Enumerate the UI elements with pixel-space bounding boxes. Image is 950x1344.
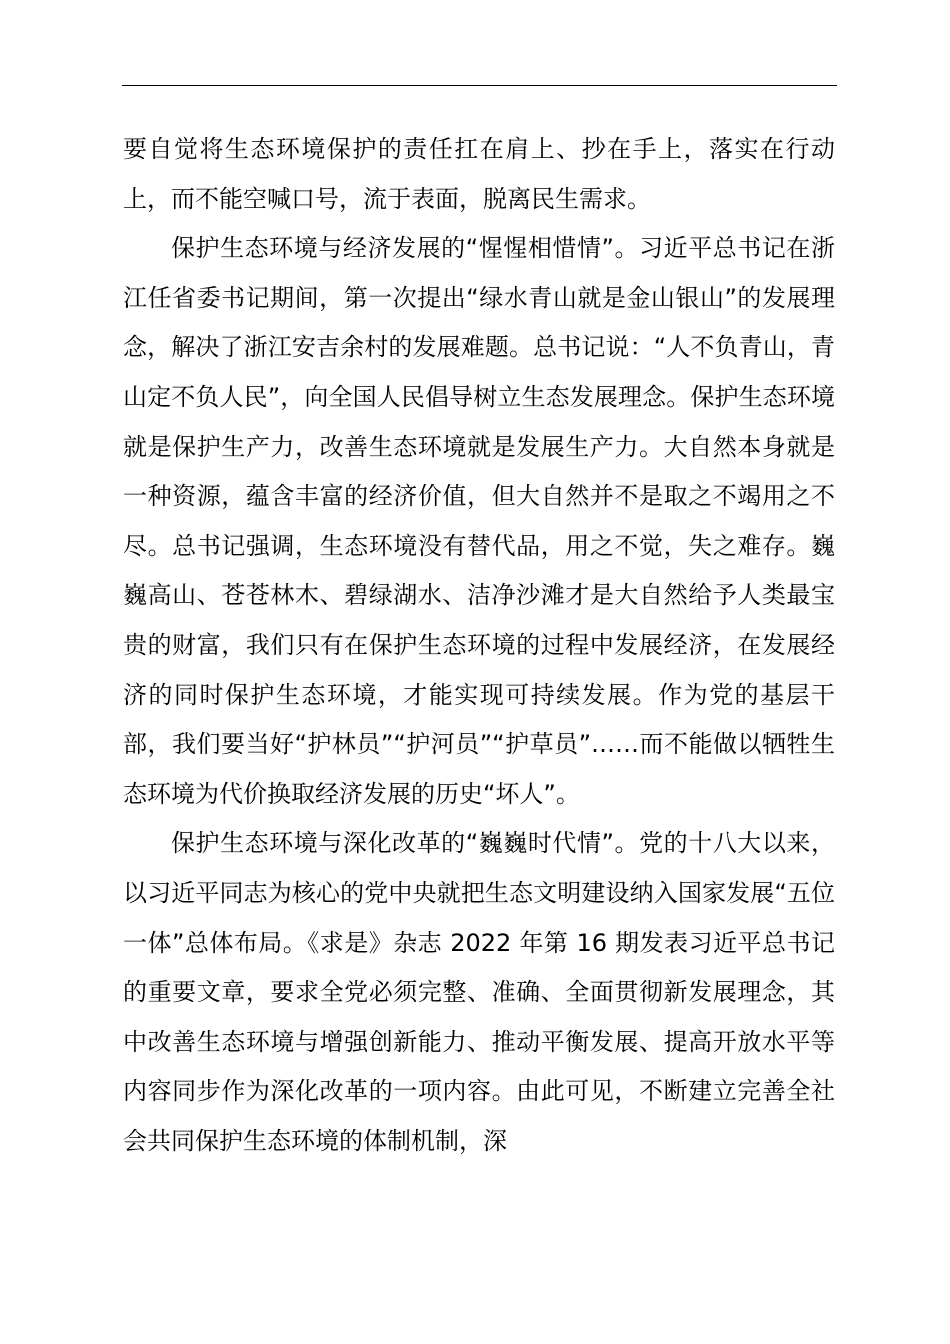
- paragraph-1: 要自觉将生态环境保护的责任扛在肩上、抄在手上，落实在行动上，而不能空喊口号，流于表面，脱离民生需求。: [123, 135, 835, 213]
- document-body: [123, 125, 835, 1166]
- header-rule: [122, 85, 837, 86]
- paragraph-2: 保护生态环境与经济发展的“惺惺相惜情”。习近平总书记在浙江任省委书记期间，第一次提出“绿水青山就是金山银山”的发展理念，解决了浙江安吉余村的发展难题。总书记说：“人不负青山，青山定不负人民”，向全国人民倡导树立生态发展理念。保护生态环境就是保护生产力，改善生态环境就是发展生产力。大自然本身就是一种资源，蕴含丰富的经济价值，但大自然并不是取之不竭用之不尽。总书记强调，生态环境没有替代品，用之不觉，失之难存。巍巍高山、苍苍林木、碧绿湖水、洁净沙滩才是大自然给予人类最宝贵的财富，我们只有在保护生态环境的过程中发展经济，在发展经济的同时保护生态环境，才能实现可持续发展。作为党的基层干部，我们要当好“护林员”“护河员”“护草员”……而不能做以牺牲生态环境为代价换取经济发展的历史“坏人”。: [123, 234, 835, 808]
- paragraph-3: 保护生态环境与深化改革的“巍巍时代情”。党的十八大以来，以习近平同志为核心的党中央就把生态文明建设纳入国家发展“五位一体”总体布局。《求是》杂志 2022 年第 16 期发表习近平总书记的重要文章，要求全党必须完整、准确、全面贯彻新发展理念，其中改善生态环境与增强创新能力、推动平衡发展、提高开放水平等内容同步作为深化改革的一项内容。由此可见，不断建立完善全社会共同保护生态环境的体制机制，深: [123, 829, 835, 1155]
